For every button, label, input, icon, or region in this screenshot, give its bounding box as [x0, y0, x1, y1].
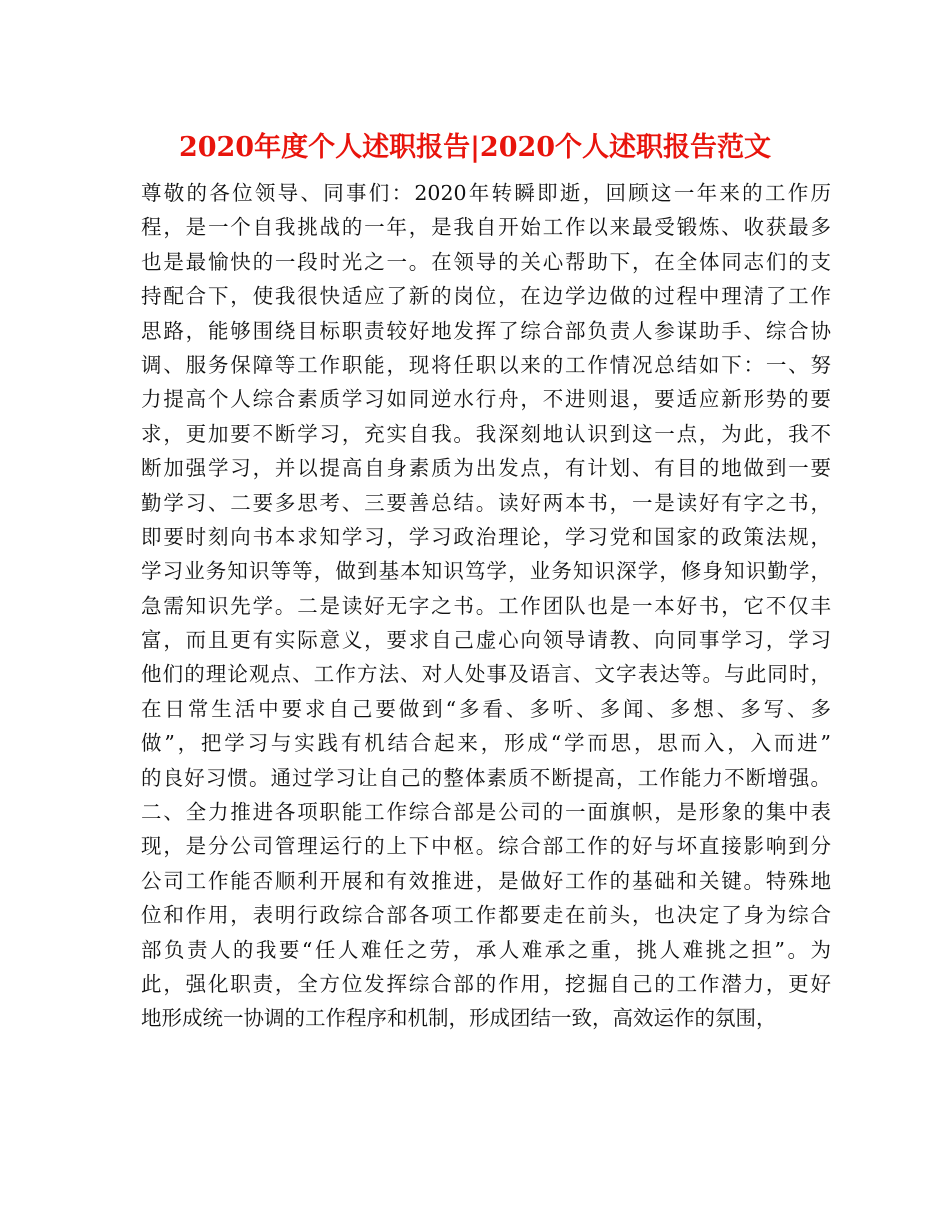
body-line: 尊敬的各位领导、同事们：2020年转瞬即逝，回顾这一年来的工作历: [141, 181, 831, 205]
body-line: 求，更加要不断学习，充实自我。我深刻地认识到这一点，为此，我不: [141, 421, 831, 446]
body-line: 此，强化职责，全方位发挥综合部的作用，挖掘自己的工作潜力，更好: [141, 971, 831, 996]
body-line: 断加强学习，并以提高自身素质为出发点，有计划、有目的地做到一要: [141, 456, 831, 481]
body-line: 思路，能够围绕目标职责较好地发挥了综合部负责人参谋助手、综合协: [141, 318, 831, 343]
body-line: 现，是分公司管理运行的上下中枢。综合部工作的好与坏直接影响到分: [141, 834, 831, 859]
body-line: 部负责人的我要“任人难任之劳，承人难承之重，挑人难挑之担”。为: [141, 937, 831, 962]
body-line: 学习业务知识等等，做到基本知识笃学，业务知识深学，修身知识勤学，: [141, 559, 831, 584]
body-line: 位和作用，表明行政综合部各项工作都要走在前头，也决定了身为综合: [141, 903, 831, 928]
body-line: 勤学习、二要多思考、三要善总结。读好两本书，一是读好有字之书，: [141, 490, 831, 515]
body-line: 急需知识先学。二是读好无字之书。工作团队也是一本好书，它不仅丰: [141, 593, 831, 618]
body-line: 即要时刻向书本求知学习，学习政治理论，学习党和国家的政策法规，: [141, 524, 831, 549]
document-title: 2020年度个人述职报告|2020个人述职报告范文: [178, 132, 772, 163]
body-line: 的良好习惯。通过学习让自己的整体素质不断提高，工作能力不断增强。: [141, 765, 831, 790]
body-line: 公司工作能否顺利开展和有效推进，是做好工作的基础和关键。特殊地: [141, 868, 831, 893]
body-line: 程，是一个自我挑战的一年，是我自开始工作以来最受锻炼、收获最多: [141, 215, 831, 240]
body-line: 地形成统一协调的工作程序和机制，形成团结一致，高效运作的氛围，: [141, 1006, 777, 1031]
body-line: 调、服务保障等工作职能，现将任职以来的工作情况总结如下：一、努: [141, 352, 831, 377]
body-line: 做”，把学习与实践有机结合起来，形成“学而思，思而入，入而进”: [141, 731, 831, 756]
body-line: 也是最愉快的一段时光之一。在领导的关心帮助下，在全体同志们的支: [141, 249, 831, 274]
body-line: 持配合下，使我很快适应了新的岗位，在边学边做的过程中理清了工作: [141, 284, 831, 309]
body-line: 二、全力推进各项职能工作综合部是公司的一面旗帜，是形象的集中表: [141, 800, 831, 825]
body-line: 他们的理论观点、工作方法、对人处事及语言、文字表达等。与此同时，: [141, 662, 831, 687]
body-line: 力提高个人综合素质学习如同逆水行舟，不进则退，要适应新形势的要: [141, 387, 831, 412]
body-line: 在日常生活中要求自己要做到“多看、多听、多闻、多想、多写、多: [141, 696, 831, 721]
body-line: 富，而且更有实际意义，要求自己虚心向领导请教、向同事学习，学习: [141, 628, 831, 653]
document-body: [141, 176, 831, 1036]
